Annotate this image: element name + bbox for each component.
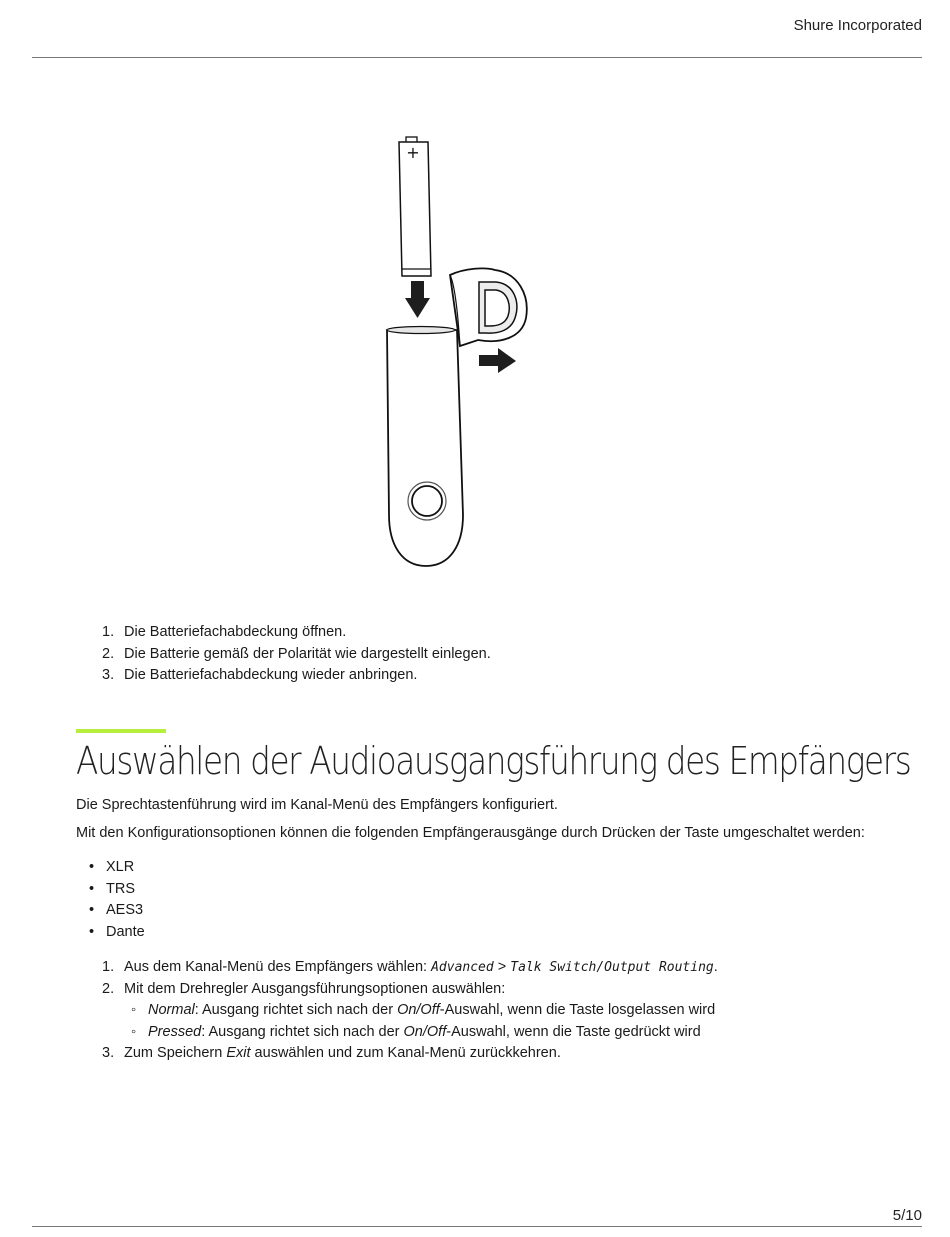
list-number: 3.	[102, 667, 115, 683]
transmitter-body	[387, 327, 463, 567]
list-number: 2.	[102, 980, 115, 997]
list-item	[124, 1022, 718, 1044]
option-emphasis: On/Off	[397, 1002, 440, 1018]
routing-steps-list	[76, 957, 718, 1065]
list-number: 1.	[102, 959, 115, 975]
step-text: Aus dem Kanal-Menü des Empfängers wählen:	[124, 959, 432, 975]
step-text-end: .	[713, 959, 718, 975]
list-number: 1.	[102, 624, 115, 640]
list-item	[124, 1000, 718, 1022]
battery-icon	[399, 137, 431, 276]
list-number: 3.	[102, 1045, 115, 1061]
battery-install-illustration	[370, 130, 540, 575]
list-item	[76, 644, 491, 666]
list-item	[76, 622, 491, 644]
step-text: Mit dem Drehregler Ausgangsführungsoptionen auswählen:	[124, 980, 506, 997]
list-item	[76, 665, 491, 687]
list-item: • Dante	[76, 922, 145, 944]
option-name: Normal	[148, 1002, 195, 1018]
page-number: 5/10	[892, 1207, 922, 1224]
battery-cover-door	[450, 268, 527, 346]
list-item	[76, 957, 718, 979]
battery-polarity-plus: +	[406, 143, 420, 162]
list-item: • AES3	[76, 900, 145, 922]
menu-path-talk-switch: Talk Switch/Output Routing	[510, 960, 714, 975]
step-emphasis: Exit	[226, 1045, 251, 1061]
list-item: • TRS	[76, 879, 145, 901]
list-item-text: Die Batteriefachabdeckung wieder anbringen.	[124, 667, 418, 683]
option-text-end: -Auswahl, wenn die Taste gedrückt wird	[446, 1023, 701, 1040]
footer-divider	[32, 1226, 922, 1227]
list-item	[76, 1043, 718, 1065]
step-text-end: auswählen und zum Kanal-Menü zurückkehren.	[250, 1045, 561, 1061]
option-text-end: -Auswahl, wenn die Taste losgelassen wird	[439, 1002, 716, 1018]
config-paragraph: Mit den Konfigurationsoptionen können die folgenden Empfängerausgänge durch Drücken der Taste umgeschaltet werden:	[76, 825, 865, 841]
battery-steps-list	[76, 622, 491, 687]
menu-path-separator: >	[493, 959, 511, 975]
option-text: : Ausgang richtet sich nach der	[194, 1002, 398, 1018]
header-divider	[32, 57, 922, 58]
option-name: Pressed	[148, 1023, 202, 1040]
open-right-arrow-icon	[479, 348, 516, 373]
output-list	[76, 857, 145, 943]
option-text: : Ausgang richtet sich nach der	[201, 1023, 404, 1040]
insert-down-arrow-icon	[405, 281, 430, 318]
routing-options-list	[124, 1000, 718, 1043]
step-text: Zum Speichern	[124, 1045, 227, 1061]
intro-paragraph: Die Sprechtastenführung wird im Kanal-Menü des Empfängers konfiguriert.	[76, 797, 558, 813]
list-item-text: Die Batteriefachabdeckung öffnen.	[124, 624, 347, 640]
section-title: Auswählen der Audioausgangsführung des Empfängers	[76, 739, 911, 783]
list-number: 2.	[102, 645, 115, 662]
list-item: • XLR	[76, 857, 145, 879]
list-item-text: Die Batterie gemäß der Polarität wie dargestellt einlegen.	[124, 645, 491, 662]
option-emphasis: On/Off	[403, 1023, 447, 1040]
list-item	[76, 979, 718, 1044]
menu-path-advanced: Advanced	[431, 960, 494, 975]
header-company-name: Shure Incorporated	[793, 17, 922, 34]
